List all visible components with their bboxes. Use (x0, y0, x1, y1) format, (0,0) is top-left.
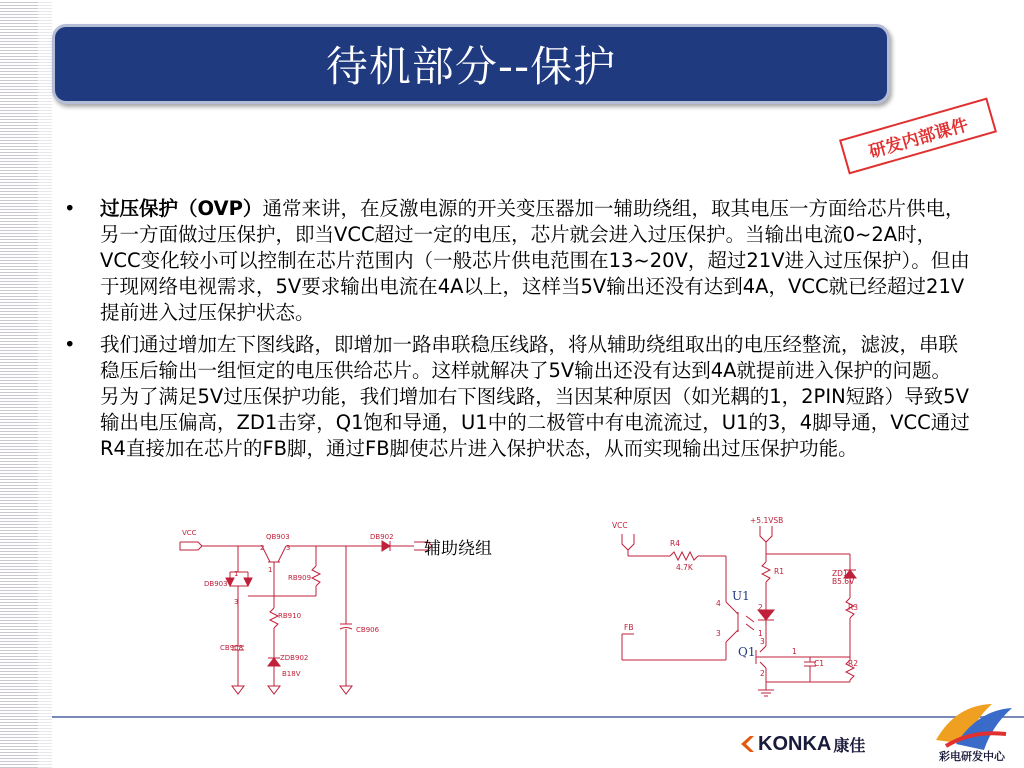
konka-mark-icon (738, 735, 758, 753)
aux-winding-annotation: 辅助绕组 (424, 539, 492, 559)
q1-label: Q1 (738, 645, 756, 659)
title-banner (52, 24, 890, 104)
brand-latin: KONKA (758, 732, 832, 755)
bullet-ovp (58, 196, 970, 326)
right-vcc-label: VCC (612, 521, 628, 530)
zd1-value: B5.6V (832, 577, 855, 586)
u1-pin-label: 1 (758, 629, 763, 638)
db903-label: DB903 (204, 580, 228, 588)
bullet-solution-text: 我们通过增加左下图线路，即增加一路串联稳压线路，将从辅助绕组取出的电压经整流，滤波，串联稳压后输出一组恒定的电压供给芯片。这样就解决了5V输出还没有达到4A就提前进入保护的问题。另为了满足5V过压保护功能，我们增加右下图线路，当因某种原因（如光耦的1，2PIN短路）导致5V输出电压偏高，ZD1击穿，Q1饱和导通，U1中的二极管中有电流流过，U1的3，4脚导通，VCC通过R4直接加在芯片的FB脚，通过FB脚使芯片进入保护状态，从而实现输出过压保护功能。 (100, 333, 970, 460)
supply-label: +5.1VSB (750, 516, 784, 525)
bullet-dot: • (64, 333, 76, 356)
left-vcc-label: VCC (182, 529, 197, 537)
c1-label: C1 (814, 659, 825, 668)
qb903-label: QB903 (266, 533, 290, 541)
tv-rd-center-logo (926, 700, 1018, 764)
q-pin-label: 3 (286, 544, 291, 552)
bullet-solution (58, 332, 970, 462)
bullet-ovp-text: 通常来讲，在反激电源的开关变压器加一辅助绕组，取其电压一方面给芯片供电，另一方面做过压保护，即当VCC超过一定的电压，芯片就会进入过压保护。当输出电流0~2A时，VCC变化较小可以控制在芯片范围内（一般芯片供电范围在13~20V，超过21V进入过压保护）。但由于现网络电视需求，5V要求输出电流在4A以上，这样当5V输出还没有达到4A，VCC就已经超过21V提前进入过压保护状态。 (100, 197, 970, 324)
r4-label: R4 (670, 539, 680, 548)
q1-pin-label: 2 (760, 669, 765, 678)
u1-pin-label: 3 (716, 629, 721, 638)
q1-pin-label: 3 (760, 637, 765, 646)
footer-divider (52, 716, 1024, 718)
decorative-stripes (0, 0, 38, 768)
r1-label: R1 (774, 567, 784, 576)
right-circuit-diagram (610, 514, 860, 702)
q-pin-label: 1 (268, 566, 273, 574)
r4-value: 4.7K (676, 563, 693, 572)
u1-pin-label: 4 (716, 599, 721, 608)
rb909-label: RB909 (288, 574, 312, 582)
r2-label: R2 (848, 659, 858, 668)
bullet-list (58, 196, 970, 468)
u1-label: U1 (732, 589, 750, 603)
cb908-label: CB908 (220, 644, 244, 652)
slide-title: 待机部分--保护 (325, 42, 617, 91)
bullet-dot: • (64, 197, 76, 220)
decorative-stripes-light (38, 0, 52, 768)
q-pin-label: 2 (260, 544, 265, 552)
db902-label: DB902 (370, 533, 394, 541)
zdb902-label: ZDB902 (280, 654, 309, 662)
zd1-label: ZD1 (832, 569, 848, 578)
d-pin-label: 1 (234, 570, 239, 578)
brand-chinese: 康佳 (833, 735, 866, 755)
lab-text: 彩电研发中心 (939, 750, 1005, 763)
internal-courseware-stamp: 研发内部课件 (839, 97, 997, 174)
b18v-label: B18V (282, 670, 301, 678)
r3-label: R3 (848, 603, 858, 612)
q1-pin-label: 1 (792, 647, 797, 656)
rb910-label: RB910 (278, 612, 302, 620)
fb-label: FB (624, 623, 634, 632)
konka-logo (738, 733, 865, 755)
left-circuit-diagram (176, 526, 516, 698)
u1-pin-label: 2 (758, 603, 763, 612)
bullet-ovp-heading: 过压保护（OVP） (100, 197, 263, 220)
cb906-label: CB906 (356, 626, 380, 634)
d-pin-label: 3 (234, 598, 239, 606)
